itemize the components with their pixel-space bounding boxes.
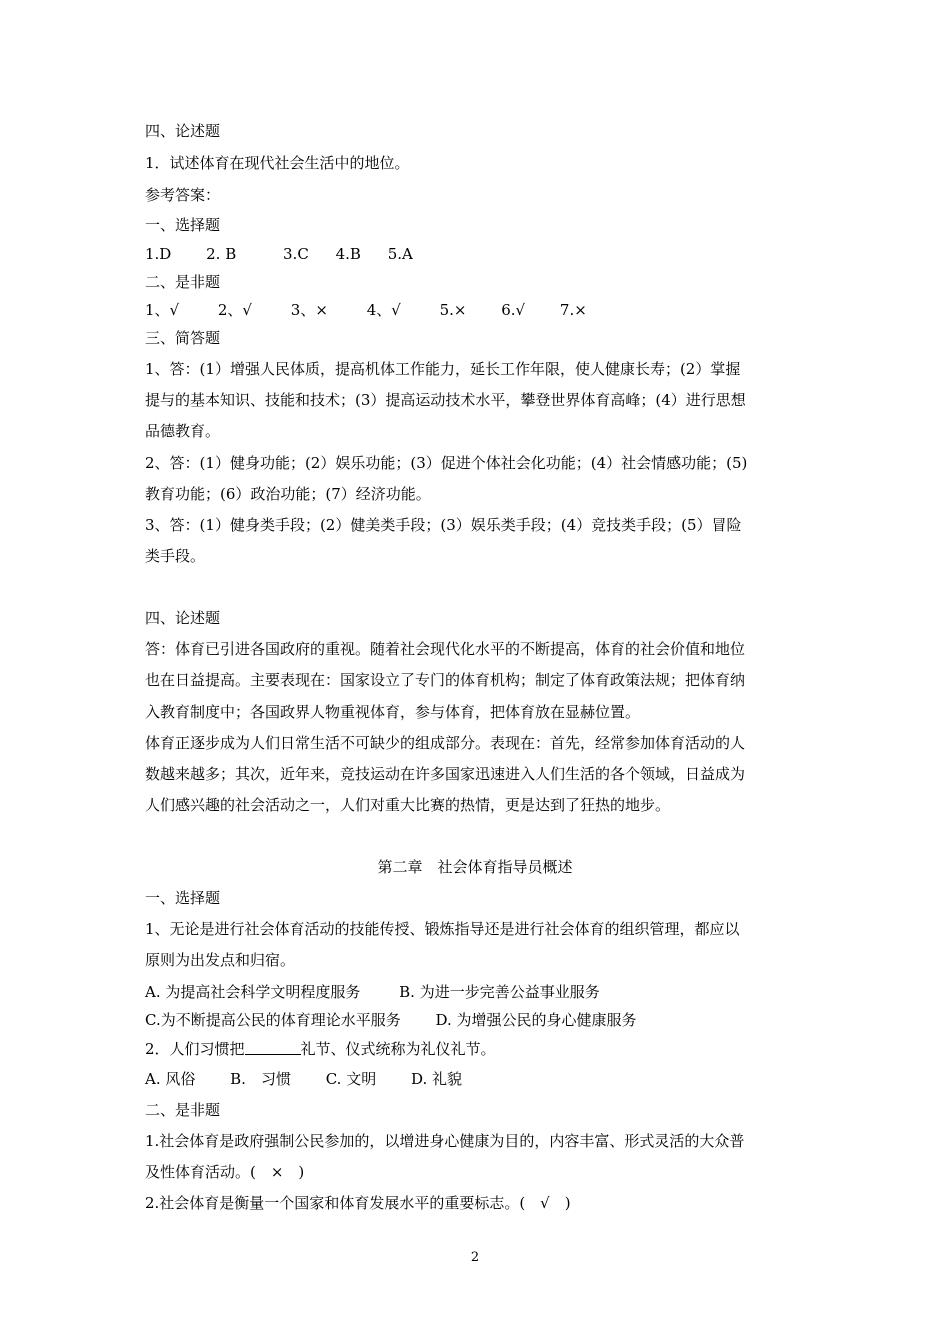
option-b: B. 为进一步完善公益事业服务: [399, 983, 600, 1001]
question-line: 原则为出发点和归宿。: [145, 951, 296, 969]
mc-answer: 5.A: [387, 245, 413, 263]
option-c: C. 文明: [325, 1070, 377, 1088]
option-c: C.为不断提高公民的体育理论水平服务: [145, 1011, 401, 1029]
question-line: 2.社会体育是衡量一个国家和体育发展水平的重要标志。( √ ): [145, 1194, 571, 1212]
question-line: 1.社会体育是政府强制公民参加的，以增进身心健康为目的，内容丰富、形式灵活的大众普: [145, 1132, 745, 1150]
tf-answer: 6.√: [501, 301, 526, 319]
answer-line: 品德教育。: [145, 422, 221, 440]
option-b: B. 习惯: [230, 1070, 291, 1088]
option-a: A. 风俗: [145, 1070, 196, 1088]
tf-answer: 3、×: [290, 301, 328, 319]
essay-line: 答：体育已引进各国政府的重视。随着社会现代化水平的不断提高，体育的社会价值和地位: [145, 640, 746, 658]
essay-line: 也在日益提高。主要表现在：国家设立了专门的体育机构；制定了体育政策法规；把体育纳: [145, 671, 746, 689]
mc-answer: 1.D: [145, 245, 172, 263]
section-heading: 二、是非题: [145, 273, 221, 291]
option-row: [145, 982, 810, 1002]
essay-line: 人们感兴趣的社会活动之一，人们对重大比赛的热情，更是达到了狂热的地步。: [145, 796, 671, 814]
option-row: [145, 1069, 810, 1089]
page-number: 2: [470, 1250, 480, 1265]
fill-in-blank: [245, 1039, 301, 1055]
essay-line: 体育正逐步成为人们日常生活不可缺少的组成部分。表现在：首先，经常参加体育活动的人: [145, 734, 746, 752]
mc-answer: 3.C: [283, 245, 309, 263]
question-line: 1、无论是进行社会体育活动的技能传授、锻炼指导还是进行社会体育的组织管理，都应以: [145, 920, 740, 938]
question-text: 1．试述体育在现代社会生活中的地位。: [145, 154, 410, 172]
question-text: 2．人们习惯把: [145, 1040, 245, 1058]
option-d: D. 礼貌: [411, 1070, 463, 1088]
section-heading: 二、是非题: [145, 1101, 221, 1119]
answer-line: 提与的基本知识、技能和技术；(3）提高运动技术水平，攀登世界体育高峰；(4）进行思想: [145, 391, 746, 409]
essay-line: 数越来越多；其次，近年来，竞技运动在许多国家迅速进入人们生活的各个领域，日益成为: [145, 765, 746, 783]
question-line: [145, 1039, 810, 1059]
essay-line: 入教育制度中；各国政界人物重视体育，参与体育，把体育放在显赫位置。: [145, 703, 641, 721]
answer-line: 3、答：(1）健身类手段；(2）健美类手段；(3）娱乐类手段；(4）竞技类手段；(5）冒险: [145, 516, 742, 534]
chapter-title: 第二章 社会体育指导员概述: [377, 858, 573, 876]
section-heading: 三、简答题: [145, 329, 221, 347]
tf-answer: 4、√: [366, 301, 401, 319]
tf-answer: 7.×: [559, 301, 587, 319]
mc-answer: 4.B: [335, 245, 361, 263]
question-text: 礼节、仪式统称为礼仪礼节。: [300, 1040, 496, 1058]
option-row: [145, 1010, 810, 1030]
section-heading: 一、选择题: [145, 889, 221, 907]
option-d: D. 为增强公民的身心健康服务: [435, 1011, 637, 1029]
tf-answer-row: [145, 300, 810, 320]
section-heading: 一、选择题: [145, 216, 221, 234]
section-heading: 四、论述题: [145, 122, 221, 140]
question-line: 及性体育活动。( × ): [145, 1163, 305, 1181]
mc-answer-row: [145, 244, 810, 264]
mc-answer: 2. B: [206, 245, 237, 263]
tf-answer: 1、√: [145, 301, 180, 319]
answer-line: 1、答：(1）增强人民体质，提高机体工作能力，延长工作年限，使人健康长寿；(2）掌握: [145, 360, 741, 378]
section-heading: 四、论述题: [145, 609, 221, 627]
tf-answer: 5.×: [439, 301, 467, 319]
answer-line: 2、答：(1）健身功能；(2）娱乐功能；(3）促进个体社会化功能；(4）社会情感功能；(5): [145, 454, 748, 472]
answers-heading: 参考答案：: [145, 186, 221, 204]
tf-answer: 2、√: [217, 301, 252, 319]
answer-line: 教育功能；(6）政治功能；(7）经济功能。: [145, 485, 431, 503]
answer-line: 类手段。: [145, 547, 206, 565]
option-a: A. 为提高社会科学文明程度服务: [145, 983, 361, 1001]
